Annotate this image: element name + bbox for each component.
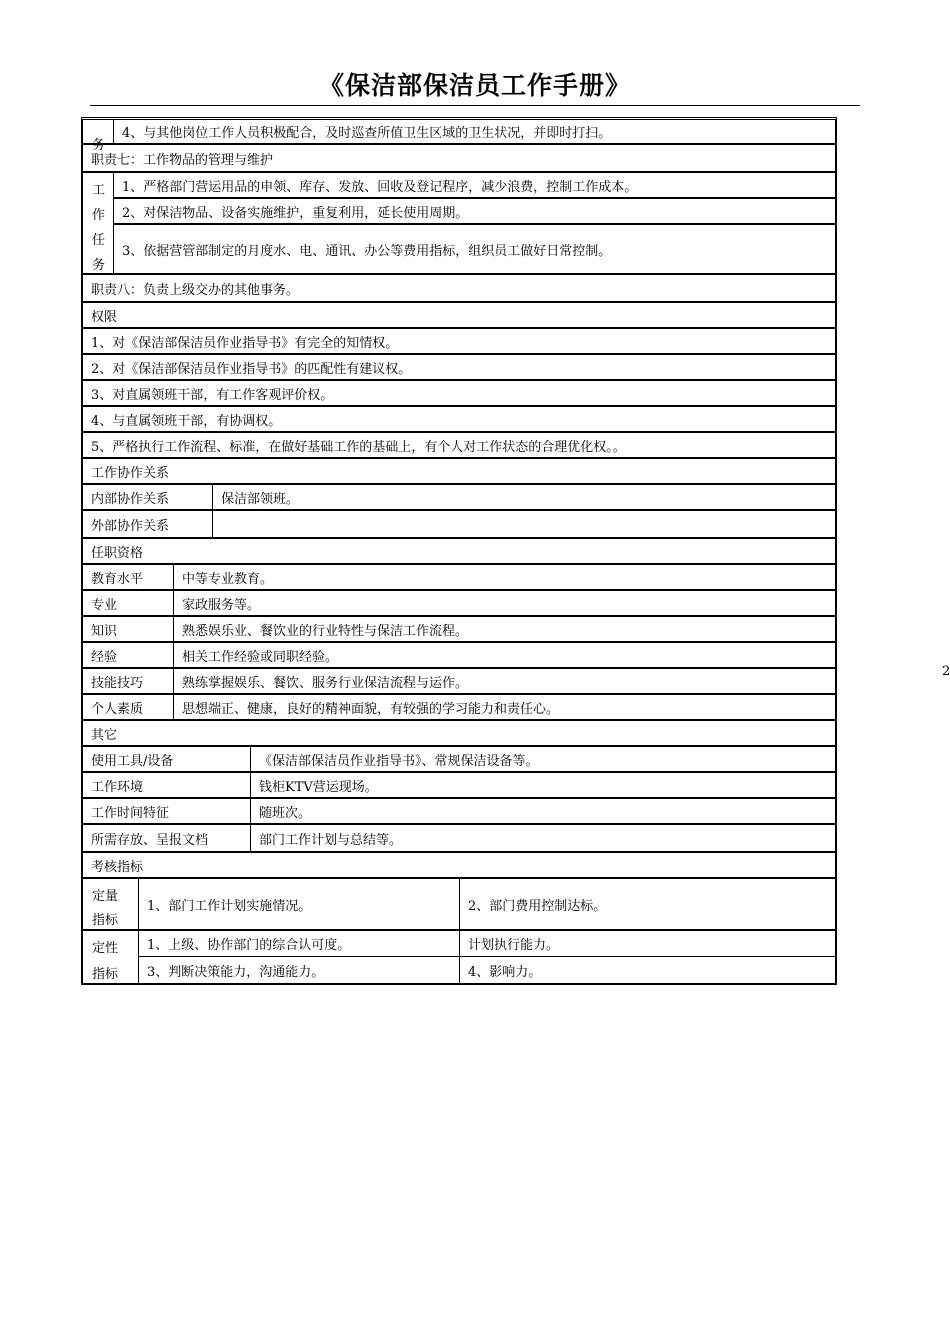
task-label-char: 任 [91,233,105,248]
duty7-heading: 职责七：工作物品的管理与维护 [91,152,274,168]
cooperation-row [82,484,836,510]
authority-item: 4、与直属领班干部，有协调权。 [91,413,282,429]
other-heading-row [82,720,836,746]
other-label: 工作时间特征 [91,805,170,821]
task-text: 3、依据营管部制定的月度水、电、通讯、办公等费用指标，组织员工做好日常控制。 [122,243,612,259]
qualification-label: 专业 [91,597,118,613]
other-heading: 其它 [91,727,118,743]
task-label-char: 作 [91,208,105,223]
qualification-label: 技能技巧 [91,675,144,691]
qualification-label: 知识 [91,623,118,639]
task-label-char: 工 [91,183,105,198]
cooperation-heading-row [82,458,836,484]
responsibility-table [81,117,837,985]
quantitative-item: 1、部门工作计划实施情况。 [138,878,460,930]
authority-item-row [82,406,836,432]
qualification-value: 相关工作经验或同职经验。 [173,643,835,667]
quantitative-label [82,878,138,930]
other-label: 工作环境 [91,779,144,795]
other-row [82,798,836,824]
authority-item: 3、对直属领班干部，有工作客观评价权。 [91,387,334,403]
qualification-row [82,590,836,616]
qualitative-item: 3、判断决策能力，沟通能力。 [138,956,460,984]
qualitative-label-line: 定性 [92,941,119,956]
authority-item: 1、对《保洁部保洁员作业指导书》有完全的知情权。 [91,335,399,351]
document-title: 《保洁部保洁员工作手册》 [318,71,631,100]
qualification-row [82,564,836,590]
qualification-heading: 任职资格 [91,545,144,561]
cooperation-row [82,510,836,538]
other-value: 部门工作计划与总结等。 [250,825,835,851]
task-label-char: 务 [91,138,105,153]
qualification-row [82,694,836,720]
qualification-label: 教育水平 [91,571,144,587]
authority-item-row [82,380,836,406]
other-row [82,824,836,852]
title-divider [90,105,860,106]
cooperation-label: 外部协作关系 [91,518,170,534]
qualification-value: 中等专业教育。 [173,565,835,589]
qualification-value: 熟练掌握娱乐、餐饮、服务行业保洁流程与运作。 [173,669,835,693]
qualitative-label [82,930,138,984]
authority-item: 5、严格执行工作流程、标准，在做好基础工作的基础上，有个人对工作状态的合理优化权。。 [91,439,626,455]
authority-item: 2、对《保洁部保洁员作业指导书》的匹配性有建议权。 [91,361,412,377]
other-row [82,746,836,772]
qualitative-item: 1、上级、协作部门的综合认可度。 [138,930,460,957]
task-text: 1、严格部门营运用品的申领、库存、发放、回收及登记程序，减少浪费，控制工作成本。 [122,179,638,195]
task-row [113,224,836,274]
duty8-heading-row [82,274,836,302]
other-value: 钱柜KTV营运现场。 [250,773,835,797]
other-label: 所需存放、呈报文档 [91,832,209,848]
other-label: 使用工具/设备 [91,753,174,769]
task-row [113,172,836,198]
other-row [82,772,836,798]
qualification-heading-row [82,538,836,564]
task-label-char: 务 [91,258,105,273]
authority-item-row [82,328,836,354]
authority-heading-row [82,302,836,328]
qualitative-label-line: 指标 [92,967,119,982]
quantitative-label-line: 定量 [92,889,119,904]
qualification-label: 经验 [91,649,118,665]
duty8-heading: 职责八：负责上级交办的其他事务。 [91,282,300,298]
task-text: 2、对保洁物品、设备实施维护，重复利用，延长使用周期。 [122,205,469,221]
task-label-fragment [82,119,113,153]
task-label-column [82,172,113,274]
authority-heading: 权限 [91,309,118,325]
authority-item-row [82,432,836,458]
assessment-heading: 考核指标 [91,859,144,875]
qualification-value: 熟悉娱乐业、餐饮业的行业特性与保洁工作流程。 [173,617,835,641]
task-row [113,198,836,224]
qualitative-item: 4、影响力。 [459,956,836,984]
cooperation-value: 保洁部领班。 [212,485,835,509]
duty7-heading-row [82,144,836,172]
authority-item-row [82,354,836,380]
cooperation-value [212,511,835,537]
page-number: 2 [942,664,950,679]
qualification-row [82,616,836,642]
cooperation-label: 内部协作关系 [91,491,170,507]
qualitative-item: 计划执行能力。 [459,930,836,957]
qualification-label: 个人素质 [91,701,144,717]
assessment-heading-row [82,852,836,878]
task-text: 4、与其他岗位工作人员积极配合，及时巡查所值卫生区域的卫生状况，并即时打扫。 [122,126,612,141]
qualification-row [82,642,836,668]
cooperation-heading: 工作协作关系 [91,465,170,481]
qualification-row [82,668,836,694]
quantitative-item: 2、部门费用控制达标。 [459,878,836,930]
other-value: 《保洁部保洁员作业指导书》、常规保洁设备等。 [250,747,835,771]
other-value: 随班次。 [250,799,835,823]
qualification-value: 家政服务等。 [173,591,835,615]
task-row [113,119,836,144]
qualification-value: 思想端正、健康，良好的精神面貌，有较强的学习能力和责任心。 [173,695,835,719]
quantitative-label-line: 指标 [92,913,119,928]
